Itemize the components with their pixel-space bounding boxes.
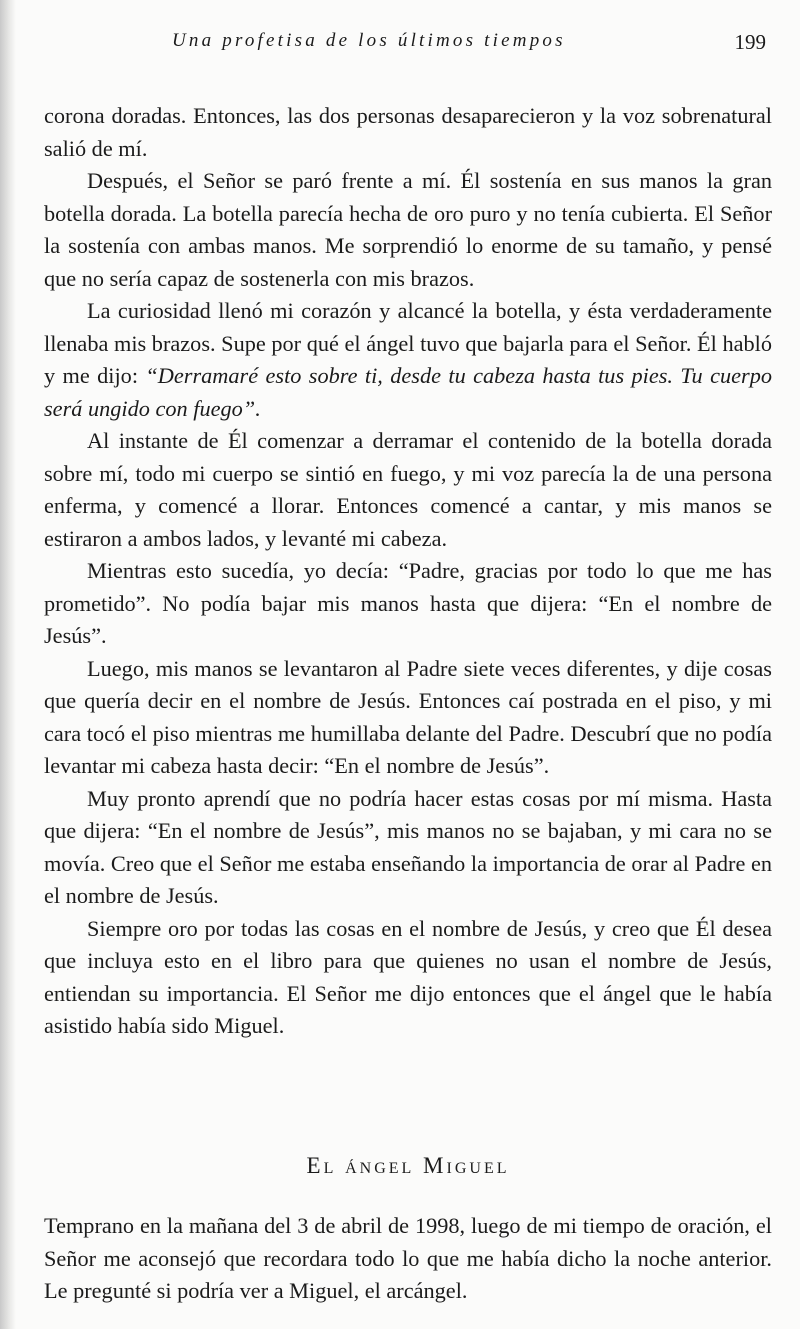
page-number: 199 [734,30,766,54]
paragraph-2: Después, el Señor se paró frente a mí. Él sostenía en sus manos la gran botella dorada. La botella parecía hecha de oro puro y no tenía cubierta. El Señor la sostenía con ambas manos. Me sorprendió lo enorme de su tamaño, y pensé que no sería capaz de sostenerla con mis brazos. [44,168,772,291]
section-paragraph-1: Temprano en la mañana del 3 de abril de 1998, luego de mi tiempo de oración, el Señor me aconsejó que recordara todo lo que me había dicho la noche anterior. Le pregunté si podría ver a Miguel, el arcángel. [44,1213,772,1303]
section-text [44,1210,772,1308]
paragraph-6: Luego, mis manos se levantaron al Padre siete veces diferentes, y dije cosas que quería decir en el nombre de Jesús. Entonces caí postrada en el piso, y mi cara tocó el piso mientras me humillaba delante del Padre. Descubrí que no podía levantar mi cabeza hasta decir: “En el nombre de Jesús”. [44,655,772,778]
section-heading: El ángel Miguel [306,1153,510,1178]
paragraph-5: Mientras esto sucedía, yo decía: “Padre, gracias por todo lo que me has prometido”. No podía bajar mis manos hasta que dijera: “En el nombre de Jesús”. [44,558,772,648]
paragraph-3-text: La curiosidad llenó mi corazón y alcancé la botella, y ésta verdaderamente llenaba mis brazos. Supe por qué el ángel tuvo que bajarla para el Señor. Él habló y me dijo: [44,298,772,388]
running-title: Una profetisa de los últimos tiempos [172,30,566,51]
paragraph-3-quote: “Derramaré esto sobre ti, desde tu cabeza hasta tus pies. Tu cuerpo será ungido con fuego”. [44,363,772,421]
paragraph-4: Al instante de Él comenzar a derramar el contenido de la botella dorada sobre mí, todo mi cuerpo se sintió en fuego, y mi voz parecía la de una persona enferma, y comencé a llorar. Entonces comencé a cantar, y mis manos se estiraron a ambos lados, y levanté mi cabeza. [44,428,772,551]
running-header [44,30,772,60]
body-text [44,100,772,1043]
book-page [44,0,772,1329]
paragraph-1: corona doradas. Entonces, las dos personas desaparecieron y la voz sobrenatural salió de mí. [44,103,772,161]
paragraph-8: Siempre oro por todas las cosas en el nombre de Jesús, y creo que Él desea que incluya esto en el libro para que quienes no usan el nombre de Jesús, entiendan su importancia. El Señor me dijo entonces que el ángel que le había asistido había sido Miguel. [44,915,772,1038]
paragraph-3 [44,295,772,425]
paragraph-7: Muy pronto aprendí que no podría hacer estas cosas por mí misma. Hasta que dijera: “En el nombre de Jesús”, mis manos no se bajaban, y mi cara no se movía. Creo que el Señor me estaba enseñando la importancia de orar al Padre en el nombre de Jesús. [44,785,772,908]
page-gutter-shadow [0,0,16,1329]
